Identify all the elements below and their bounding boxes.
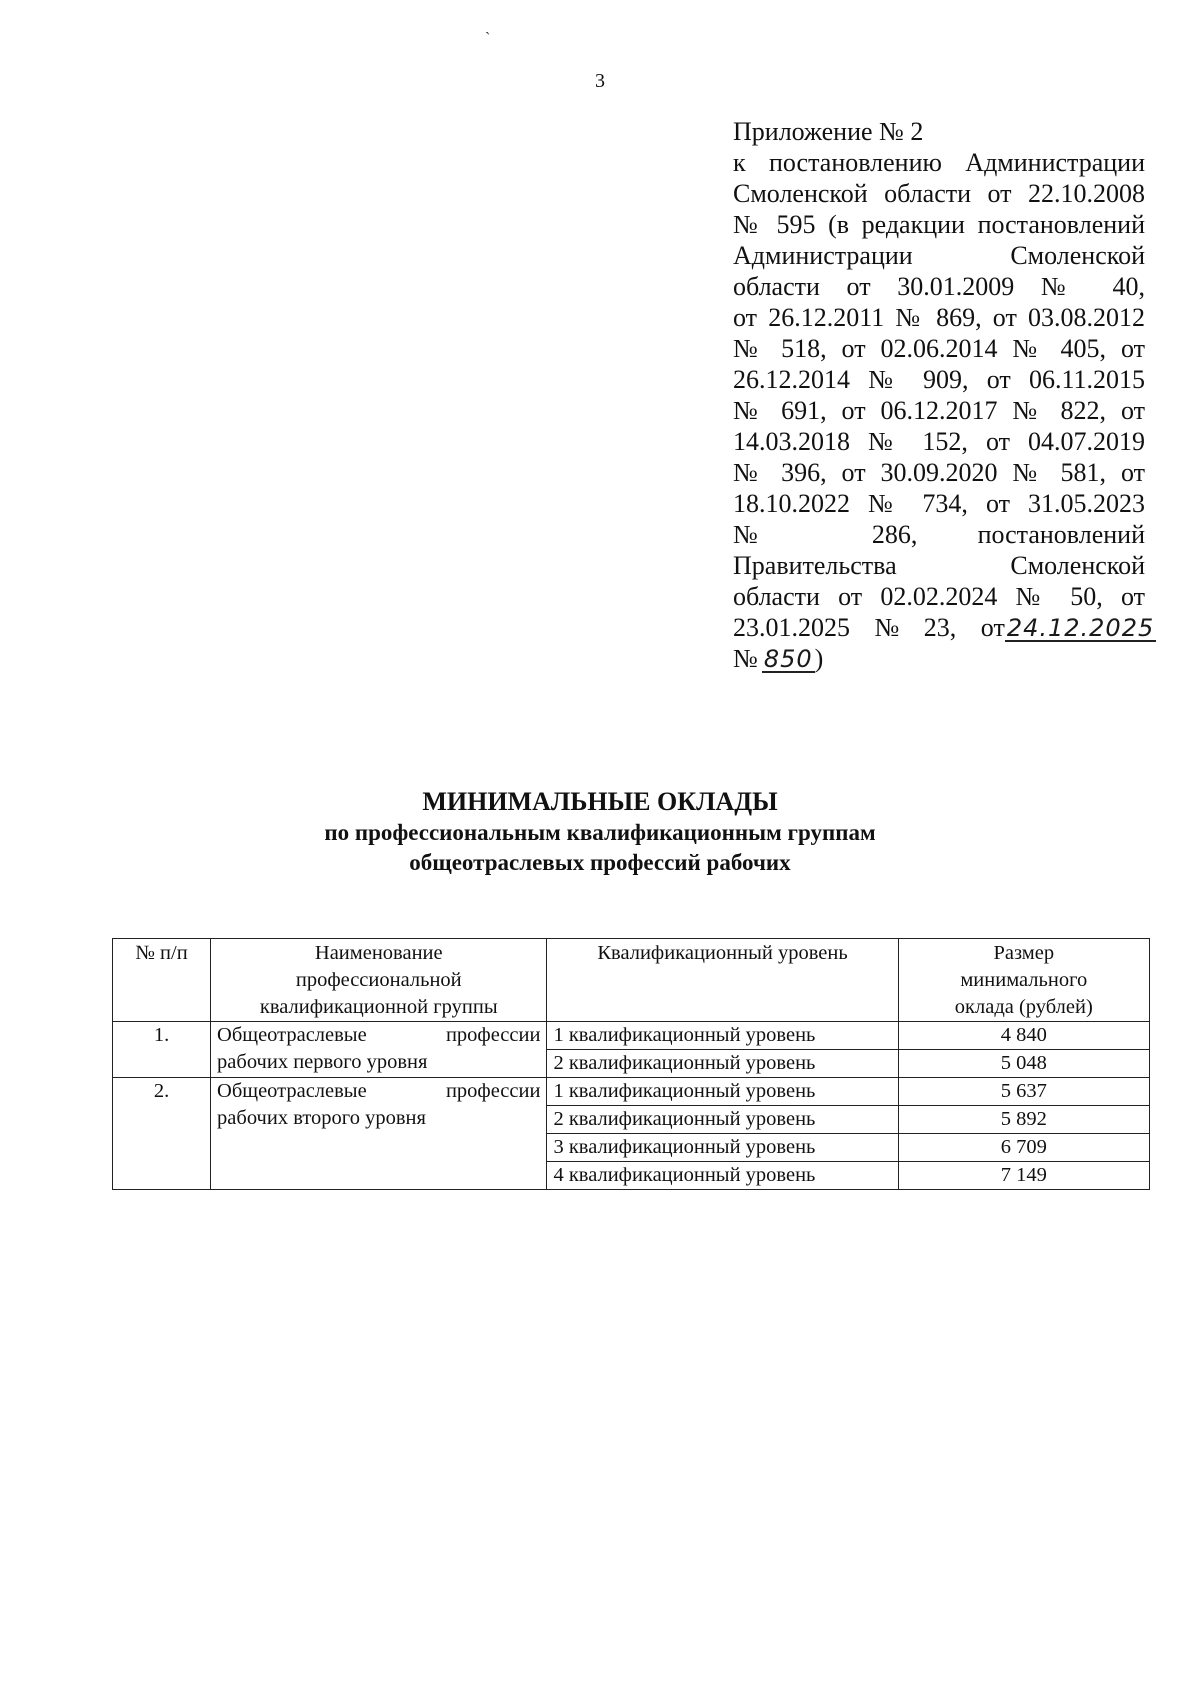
table-header-row (113, 939, 1150, 1022)
handwritten-number: 850 (763, 645, 813, 673)
appendix-line: Смоленской области от 22.10.2008 (733, 179, 1145, 208)
level-cell: 2 квалификационный уровень (547, 1106, 898, 1134)
appendix-header (733, 116, 1155, 674)
appendix-line: № 286, постановлений (733, 520, 1145, 549)
group-name (211, 1022, 547, 1078)
appendix-line: 18.10.2022 № 734, от 31.05.2023 (733, 489, 1145, 518)
appendix-line: 14.03.2018 № 152, от 04.07.2019 (733, 427, 1145, 456)
number-sign: № (733, 644, 758, 673)
closing-paren: ) (814, 644, 824, 673)
appendix-line: № 595 (в редакции постановлений (733, 210, 1145, 239)
appendix-line: № 518, от 02.06.2014 № 405, от (733, 334, 1145, 363)
header-group-name (211, 939, 547, 1022)
group-number: 1. (113, 1022, 211, 1078)
header-group-name-text: Наименование профессиональной квалификационной группы (259, 942, 498, 1018)
title-line-3: общеотраслевых профессий рабочих (409, 850, 791, 875)
table-row (113, 1078, 1150, 1106)
level-cell: 1 квалификационный уровень (547, 1022, 898, 1050)
level-cell: 2 квалификационный уровень (547, 1050, 898, 1078)
level-cell: 4 квалификационный уровень (547, 1162, 898, 1190)
level-cell: 3 квалификационный уровень (547, 1134, 898, 1162)
appendix-line: 26.12.2014 № 909, от 06.11.2015 (733, 365, 1145, 394)
appendix-line-date (733, 612, 1155, 643)
group-name-line: Общеотраслевые профессии (217, 1024, 541, 1046)
appendix-line: области от 02.02.2024 № 50, от (733, 582, 1145, 611)
salary-table (112, 938, 1150, 1190)
appendix-line: от 26.12.2011 № 869, от 03.08.2012 (733, 303, 1145, 332)
header-level: Квалификационный уровень (547, 939, 898, 1022)
salary-cell: 5 048 (898, 1050, 1149, 1078)
page-number: 3 (595, 70, 605, 92)
appendix-line: Приложение № 2 (733, 117, 924, 146)
scan-speck: ` (485, 30, 491, 47)
salary-cell: 5 892 (898, 1106, 1149, 1134)
appendix-line: № 691, от 06.12.2017 № 822, от (733, 396, 1145, 425)
handwritten-date: 24.12.2025 (1006, 614, 1155, 642)
table-row (113, 1022, 1150, 1050)
group-name-line: Общеотраслевые профессии (217, 1080, 541, 1102)
appendix-line-prefix: 23.01.2025 № 23, от (733, 613, 1005, 642)
group-number: 2. (113, 1078, 211, 1190)
salary-cell: 6 709 (898, 1134, 1149, 1162)
title-line-1: МИНИМАЛЬНЫЕ ОКЛАДЫ (422, 787, 778, 816)
appendix-line-number (733, 643, 1145, 674)
group-name-line: рабочих второго уровня (217, 1107, 426, 1129)
header-number: № п/п (113, 939, 211, 1022)
group-name (211, 1078, 547, 1190)
header-salary-text: Размер минимального оклада (рублей) (954, 942, 1093, 1018)
appendix-line: Администрации Смоленской (733, 241, 1145, 270)
appendix-line: к постановлению Администрации (733, 148, 1145, 177)
salary-cell: 4 840 (898, 1022, 1149, 1050)
appendix-line: Правительства Смоленской (733, 551, 1145, 580)
salary-cell: 5 637 (898, 1078, 1149, 1106)
level-cell: 1 квалификационный уровень (547, 1078, 898, 1106)
salary-cell: 7 149 (898, 1162, 1149, 1190)
header-salary (898, 939, 1149, 1022)
document-title (0, 786, 1200, 878)
title-line-2: по профессиональным квалификационным группам (324, 820, 876, 845)
appendix-line: области от 30.01.2009 № 40, (733, 272, 1145, 301)
group-name-line: рабочих первого уровня (217, 1051, 428, 1073)
appendix-line: № 396, от 30.09.2020 № 581, от (733, 458, 1145, 487)
